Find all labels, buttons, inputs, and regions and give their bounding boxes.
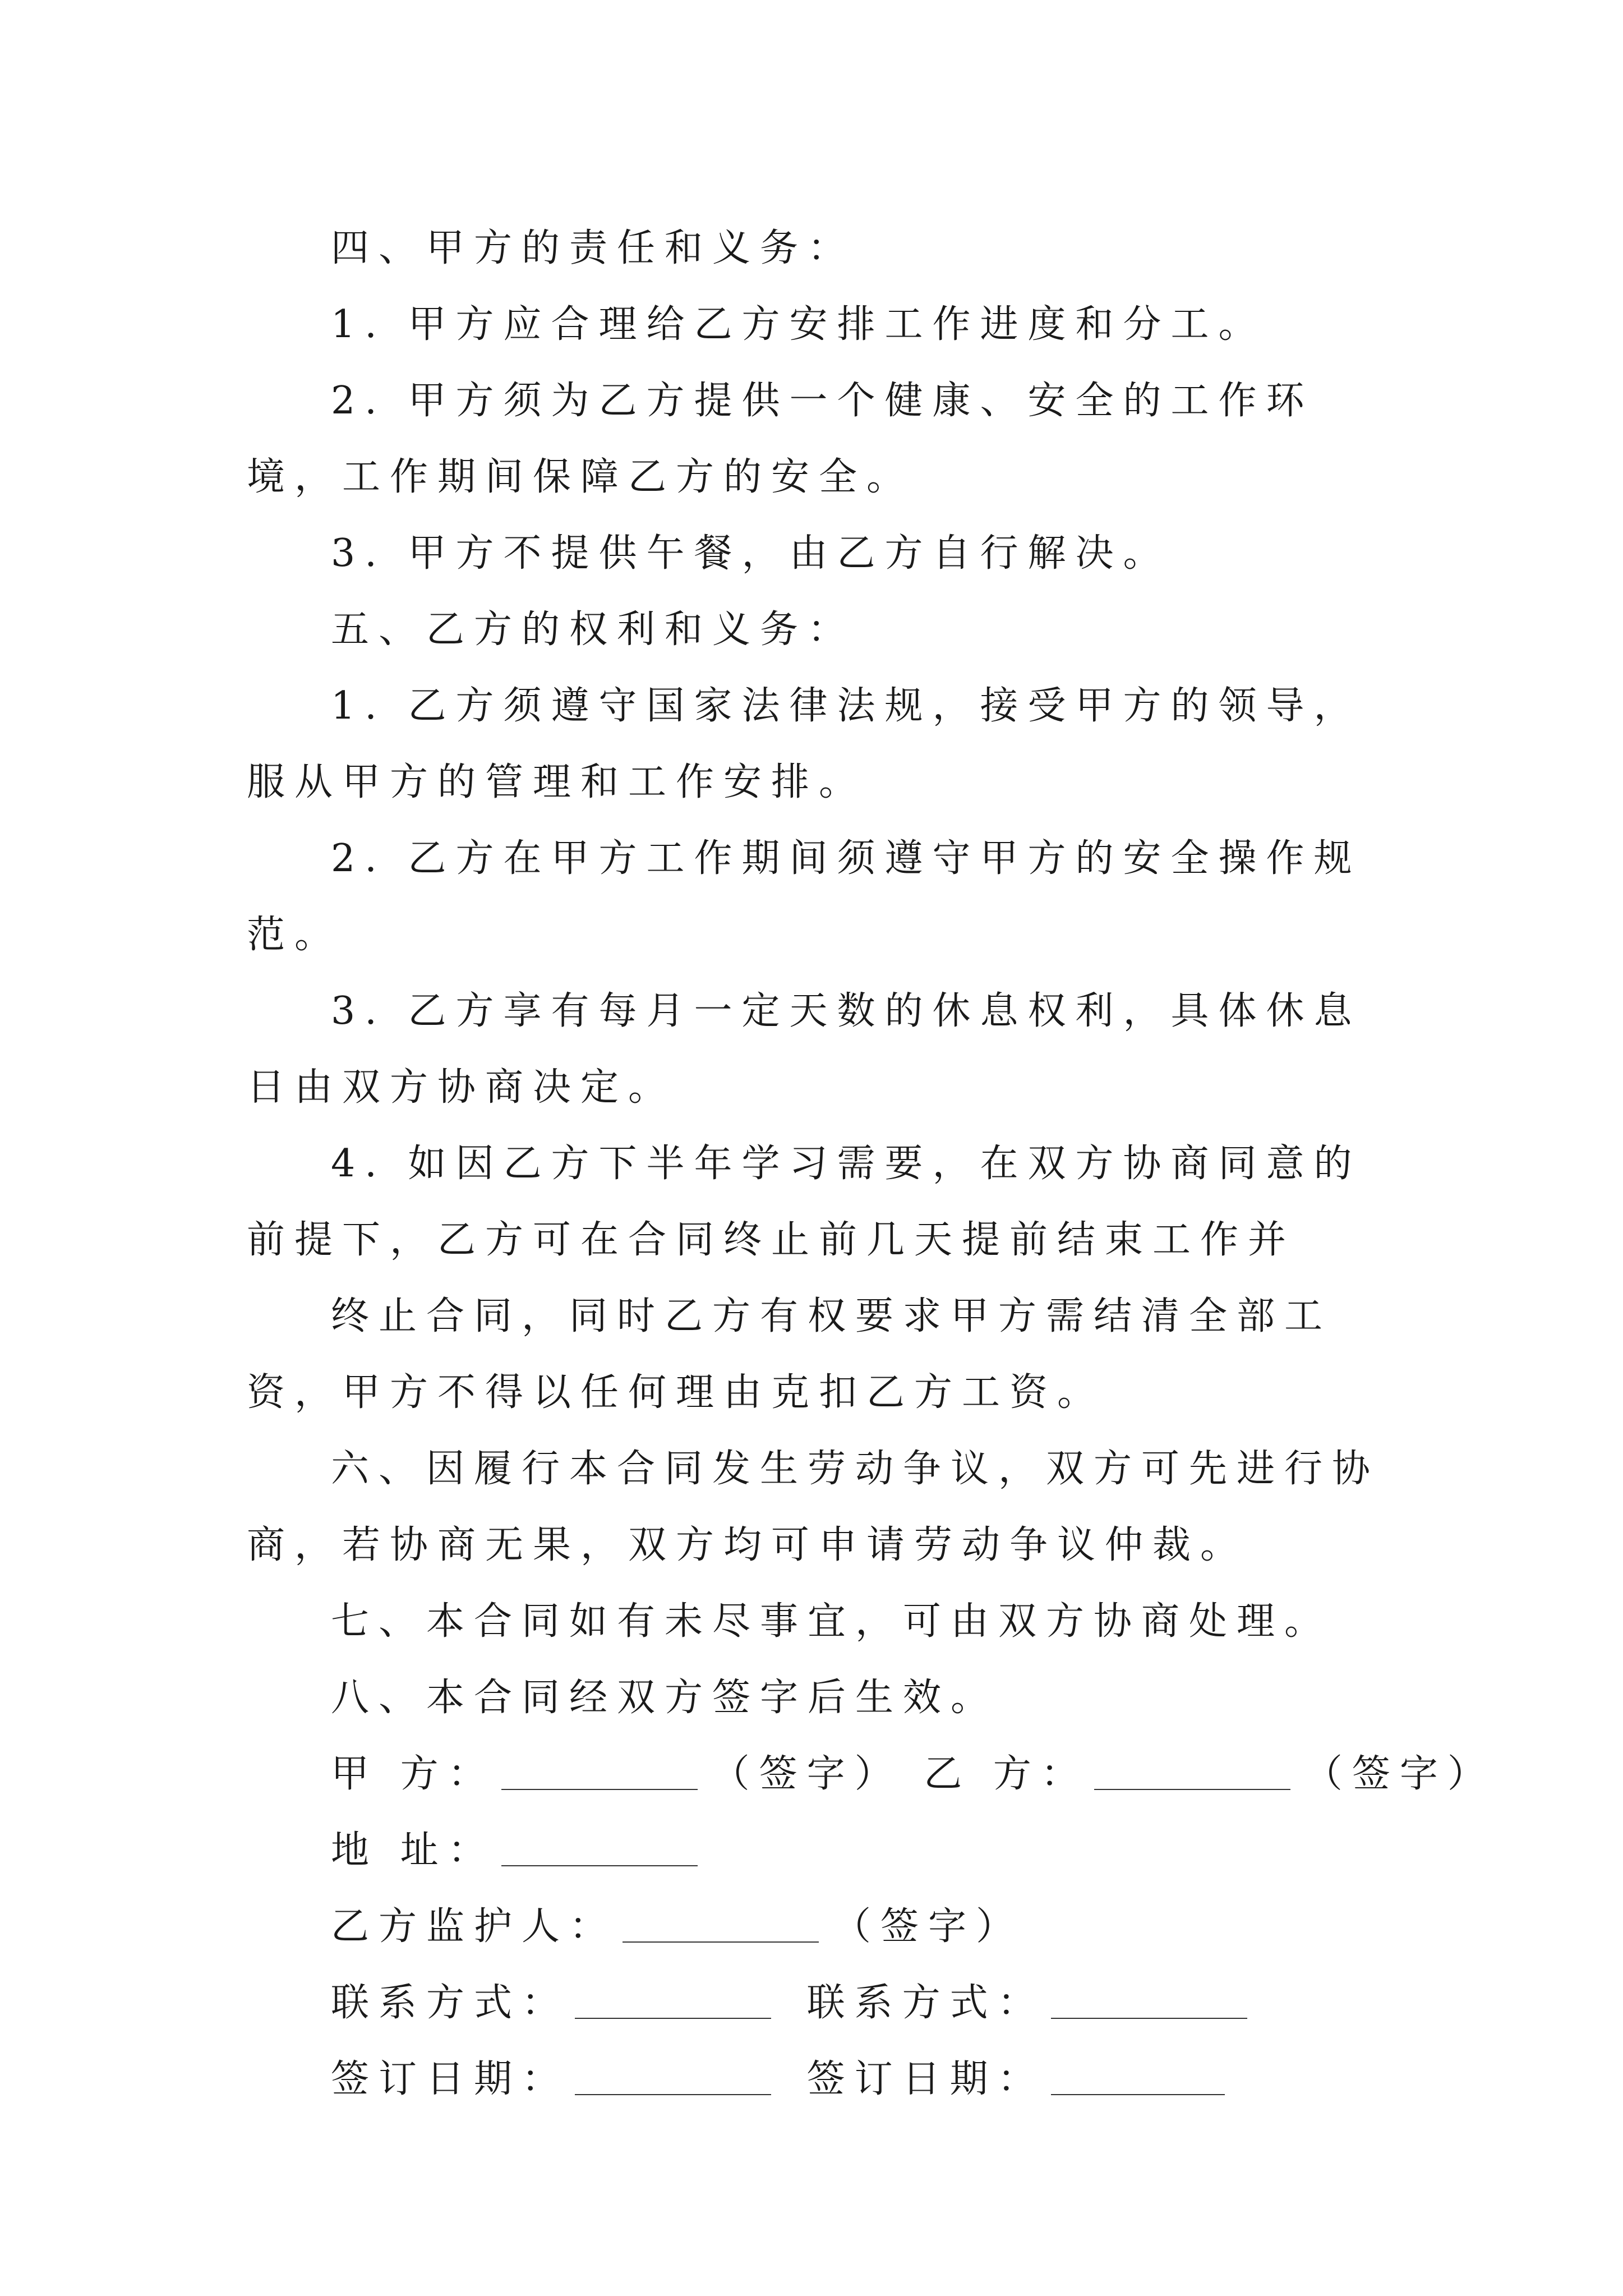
signature-row-parties: [247, 1736, 1495, 1812]
guardian-sign-blank[interactable]: [623, 1908, 819, 1943]
party-b-date-label: 签订日期：: [806, 2057, 1045, 2101]
clause-5-1: 1. 乙方须遵守国家法律法规，接受甲方的领导，服从甲方的管理和工作安排。: [247, 684, 1362, 804]
guardian-label: 乙方监护人：: [331, 1904, 617, 1949]
signature-row-guardian: [247, 1889, 1396, 1965]
clause-5-2: 2. 乙方在甲方工作期间须遵守甲方的安全操作规范。: [247, 836, 1362, 957]
party-a-contact-label: 联系方式：: [331, 1981, 570, 2025]
party-a-label: 甲 方：: [331, 1752, 496, 1796]
guardian-sign-note: （签字）: [833, 1904, 1024, 1949]
section-6: 六、因履行本合同发生劳动争议，双方可先进行协商，若协商无果，双方均可申请劳动争议仲裁。: [247, 1447, 1380, 1567]
party-a-date-label: 签订日期：: [331, 2057, 570, 2101]
party-a-sign-blank[interactable]: [501, 1755, 698, 1790]
clause-5-3: 3. 乙方享有每月一定天数的休息权利，具体休息日由双方协商决定。: [247, 989, 1362, 1110]
party-a-date-blank[interactable]: [575, 2060, 771, 2095]
signature-row-contact: [247, 1965, 1396, 2041]
signature-row-date: [247, 2041, 1396, 2118]
party-a-sign-note: （签字）: [711, 1752, 902, 1796]
section-7: 七、本合同如有未尽事宜，可由双方协商处理。: [331, 1599, 1332, 1644]
party-b-date-blank[interactable]: [1051, 2060, 1225, 2095]
clause-4-2: 2. 甲方须为乙方提供一个健康、安全的工作环境，工作期间保障乙方的安全。: [247, 379, 1314, 499]
clause-5-4: 4. 如因乙方下半年学习需要，在双方协商同意的前提下，乙方可在合同终止前几天提前结束工作并: [247, 1142, 1362, 1262]
section-heading-5: 五、乙方的权利和义务：: [331, 608, 856, 652]
section-8: 八、本合同经双方签字后生效。: [331, 1676, 999, 1720]
address-blank[interactable]: [501, 1832, 698, 1866]
party-b-sign-blank[interactable]: [1094, 1755, 1290, 1790]
clause-4-3: 3. 甲方不提供午餐，由乙方自行解决。: [331, 531, 1171, 576]
signature-row-address: [247, 1812, 1396, 1889]
party-b-sign-note: （签字）: [1304, 1752, 1495, 1796]
party-a-contact-blank[interactable]: [575, 1984, 771, 2019]
clause-4-1: 1. 甲方应合理给乙方安排工作进度和分工。: [331, 302, 1266, 347]
address-label: 地 址：: [331, 1828, 496, 1872]
party-b-contact-label: 联系方式：: [806, 1981, 1045, 2025]
party-b-label: 乙 方：: [924, 1752, 1089, 1796]
clause-5-4-continued: 终止合同，同时乙方有权要求甲方需结清全部工资，甲方不得以任何理由克扣乙方工资。: [247, 1294, 1332, 1415]
party-b-contact-blank[interactable]: [1051, 1984, 1247, 2019]
section-heading-4: 四、甲方的责任和义务：: [331, 226, 856, 270]
contract-body: [247, 210, 1495, 2118]
